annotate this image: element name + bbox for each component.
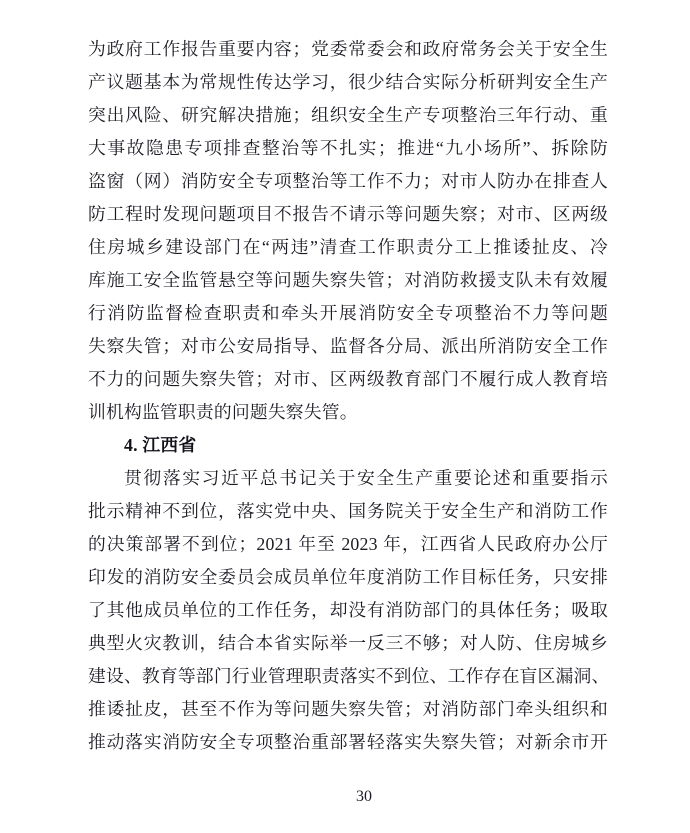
- text-line: 产议题基本为常规性传达学习，很少结合实际分析研判安全生产: [88, 72, 608, 92]
- page-body-text: [88, 33, 608, 759]
- text-line: 失察失管；对市公安局指导、监督各分局、派出所消防安全工作: [88, 336, 608, 356]
- text-line: 为政府工作报告重要内容；党委常委会和政府常务会关于安全生: [88, 39, 608, 59]
- text-line: 贯彻落实习近平总书记关于安全生产重要论述和重要指示: [124, 468, 608, 488]
- text-line: 行消防监督检查职责和牵头开展消防安全专项整治不力等问题: [88, 303, 608, 323]
- text-line: 推动落实消防安全专项整治重部署轻落实失察失管；对新余市开: [88, 732, 608, 752]
- text-line: 推诿扯皮，甚至不作为等问题失察失管；对消防部门牵头组织和: [88, 699, 608, 719]
- jiangxi-paragraph: [88, 462, 608, 759]
- text-line: 突出风险、研究解决措施；组织安全生产专项整治三年行动、重: [88, 105, 608, 125]
- section-heading-jiangxi: 4. 江西省: [124, 435, 197, 455]
- text-line: 防工程时发现问题项目不报告不请示等问题失察；对市、区两级: [88, 204, 608, 224]
- text-line: 的决策部署不到位；2021 年至 2023 年，江西省人民政府办公厅: [88, 534, 608, 554]
- text-line: 盗窗（网）消防安全专项整治等工作不力；对市人防办在排查人: [88, 171, 608, 191]
- text-line: 印发的消防安全委员会成员单位年度消防工作目标任务，只安排: [88, 567, 608, 587]
- text-line: 典型火灾教训，结合本省实际举一反三不够；对人防、住房城乡: [88, 633, 608, 653]
- text-line: 大事故隐患专项排查整治等不扎实；推进“九小场所”、拆除防: [88, 138, 608, 158]
- text-line: 了其他成员单位的工作任务，却没有消防部门的具体任务；吸取: [88, 600, 608, 620]
- page-number: 30: [356, 788, 372, 805]
- text-line: 住房城乡建设部门在“两违”清查工作职责分工上推诿扯皮、冷: [88, 237, 608, 257]
- text-line: 库施工安全监管悬空等问题失察失管；对消防救援支队未有效履: [88, 270, 608, 290]
- text-line: 批示精神不到位，落实党中央、国务院关于安全生产和消防工作: [88, 501, 608, 521]
- continued-paragraph: [88, 33, 608, 429]
- text-line: 训机构监管职责的问题失察失管。: [88, 402, 358, 422]
- text-line: 不力的问题失察失管；对市、区两级教育部门不履行成人教育培: [88, 369, 608, 389]
- text-line: 建设、教育等部门行业管理职责落实不到位、工作存在盲区漏洞、: [88, 666, 610, 686]
